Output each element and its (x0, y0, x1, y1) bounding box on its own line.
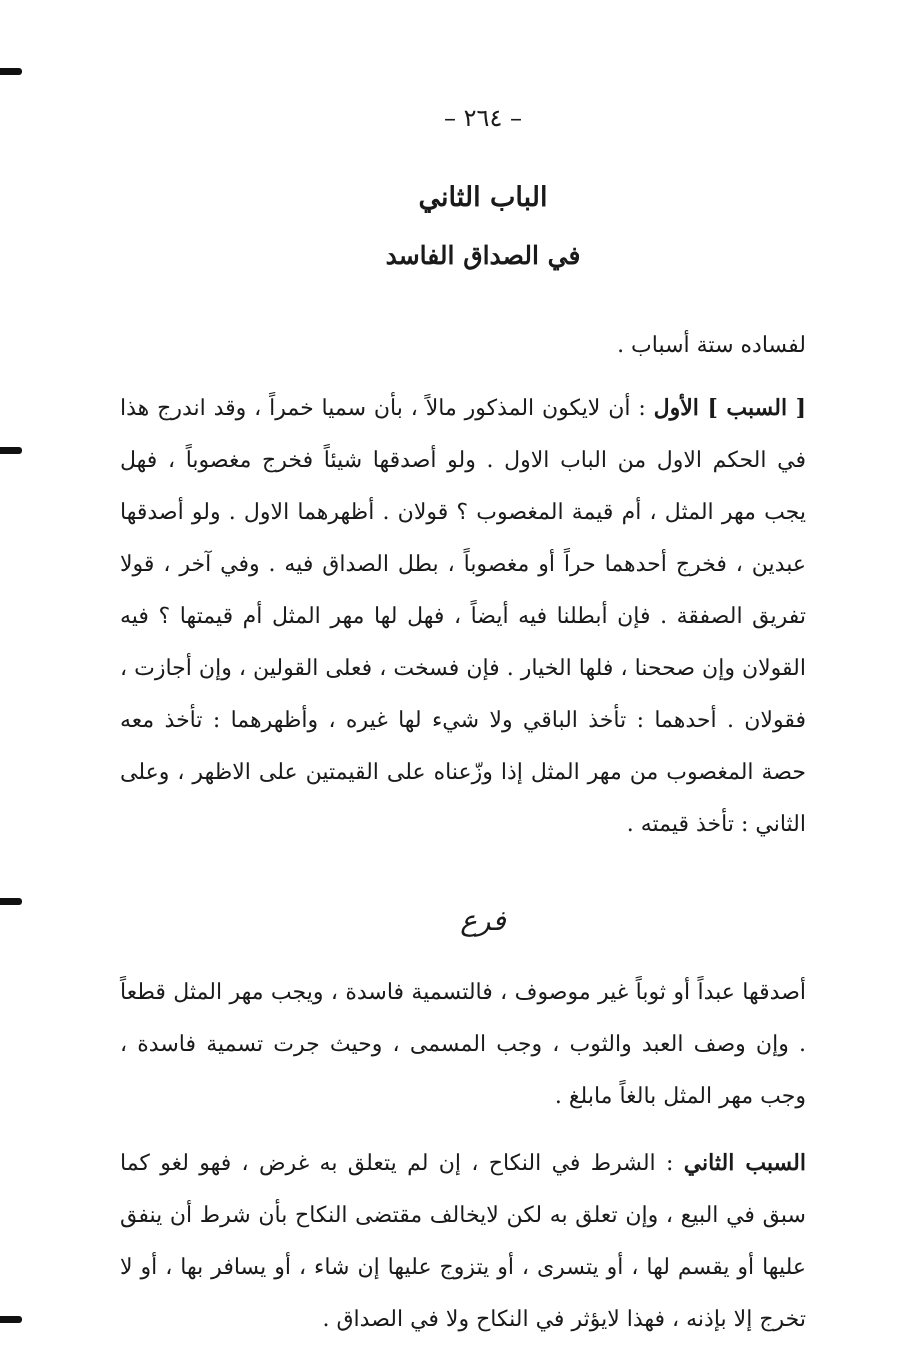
second-cause-label: السبب الثاني (683, 1150, 807, 1176)
scan-edge-mark (0, 447, 22, 454)
branch-title: فرع (460, 904, 506, 937)
scan-edge-mark (0, 898, 22, 905)
first-cause-paragraph (120, 382, 846, 851)
first-cause-label: [ السبب ] الأول (653, 395, 806, 421)
chapter-subtitle: في الصداق الفاسد (385, 241, 581, 270)
branch-paragraph: أصدقها عبداً أو ثوباً غير موصوف ، فالتسمية فاسدة ، ويجب مهر المثل قطعاً . وإن وصف العبد والثوب ، وجب المسمى ، وحيث جرت تسمية فاسدة ، وجب مهر المثل بالغاً مابلغ . (120, 980, 807, 1109)
page-number: – ٢٦٤ – (444, 104, 522, 132)
book-page (120, 100, 846, 1346)
first-cause-text: : أن لايكون المذكور مالاً ، بأن سميا خمراً ، وقد اندرج هذا في الحكم الاول من الباب الاول . ولو أصدقها شيئاً فخرج مغصوباً ، فهل يجب مهر المثل ، أم قيمة المغصوب ؟ قولان . أظهرهما الاول . ولو أصدقها عبدين ، فخرج أحدهما حراً أو مغصوباً ، بطل الصداق فيه . وفي آخر ، قولا تفريق الصفقة . فإن أبطلنا فيه أيضاً ، فهل لها مهر المثل أم قيمتها ؟ فيه القولان وإن صححنا ، فلها الخيار . فإن فسخت ، فعلى القولين ، وإن أجازت ، فقولان . أحدهما : تأخذ الباقي ولا شيء لها غيره ، وأظهرهما : تأخذ معه حصة المغصوب من مهر المثل إذا وزّعناه على القيمتين على الاظهر ، وعلى الثاني : تأخذ قيمته . (120, 396, 806, 837)
chapter-title: الباب الثاني (418, 182, 548, 213)
scan-edge-mark (0, 1316, 22, 1323)
scan-edge-mark (0, 68, 22, 75)
intro-paragraph: لفساده ستة أسباب . (617, 333, 806, 358)
second-cause-paragraph (120, 1137, 846, 1346)
second-cause-text: : الشرط في النكاح ، إن لم يتعلق به غرض ، فهو لغو كما سبق في البيع ، وإن تعلق به لكن لايخالف مقتضى النكاح بأن شرط أن ينفق عليها أو يقسم لها ، أو يتسرى ، أو يتزوج عليها إن شاء ، أو يسافر بها ، أو لا تخرج إلا بإذنه ، فهذا لايؤثر في النكاح ولا في الصداق . (120, 1151, 806, 1332)
